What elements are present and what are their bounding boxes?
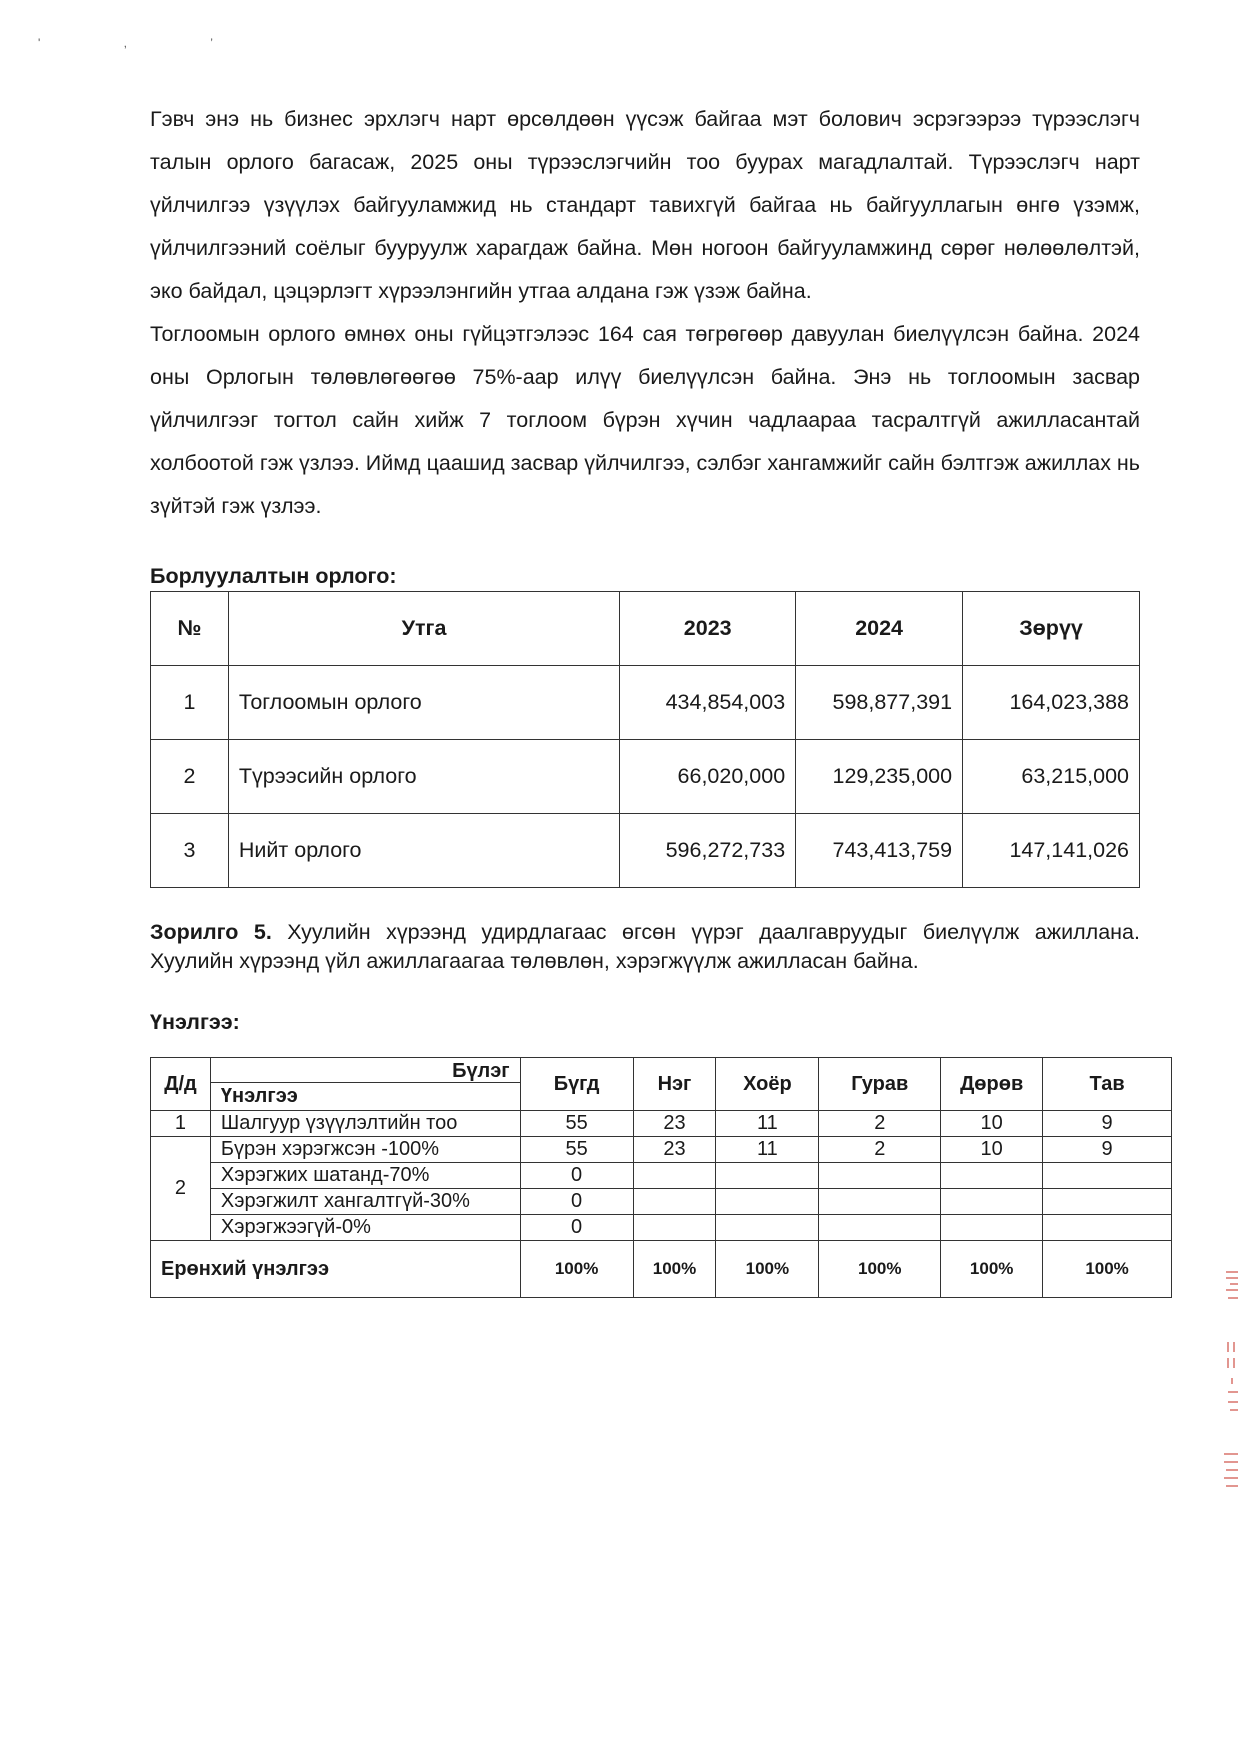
evaluation-header-label: Үнэлгээ [220,1085,298,1107]
paragraph-2: Тоглоомын орлого өмнөх оны гүйцэтгэлээс 164 сая төгрөгөөр давуулан биелүүлсэн байна. 2024 оны Орлогын төлөвлөгөөгөө 75%-аар илүү биелүүлсэн байна. Энэ нь тоглоомын засвар үйлчилгээг тогтол сайн хийж 7 тоглоом бүрэн хүчин чадлаараа тасралтгүй ажилласантай холбоотой гэж үзлээ. Иймд цаашид засвар үйлчилгээ, сэлбэг хангамжийг сайн бэлтгэж ажиллах нь зүйтэй гэж үзлээ. [150,322,1140,518]
table-cell: 0 [520,1163,633,1189]
table-cell: 164,023,388 [963,666,1140,740]
stamp-fragment [1214,1338,1240,1422]
table-cell: 2 [151,1137,211,1241]
table-cell: 11 [716,1137,819,1163]
evaluation-header-cell: Тав [1043,1058,1172,1111]
total-cell: 100% [1043,1241,1172,1298]
goal-label: Зорилго 5. [150,920,272,944]
table-cell: 10 [941,1137,1043,1163]
table-cell: 598,877,391 [796,666,963,740]
sales-header-cell: Зөрүү [963,592,1140,666]
table-cell: 129,235,000 [796,740,963,814]
table-cell: Нийт орлого [228,814,619,888]
table-cell: 66,020,000 [620,740,796,814]
stamp-fragment [1214,1450,1240,1494]
table-row [151,1215,1172,1241]
evaluation-header-cell: Нэг [633,1058,716,1111]
evaluation-header-cell: Дөрөв [941,1058,1043,1111]
table-cell: 2 [819,1111,941,1137]
evaluation-header-cell: Хоёр [716,1058,819,1111]
table-cell: 23 [633,1111,716,1137]
group-header-label: Бүлэг [452,1060,510,1082]
table-cell: 9 [1043,1111,1172,1137]
table-row [151,1111,1172,1137]
total-cell: 100% [819,1241,941,1298]
table-cell [716,1163,819,1189]
table-row [151,740,1140,814]
sales-header-cell: 2024 [796,592,963,666]
table-cell: 0 [520,1189,633,1215]
table-cell [819,1215,941,1241]
table-cell [633,1215,716,1241]
table-cell: Хэрэгжээгүй-0% [210,1215,520,1241]
table-cell: Хэрэгжих шатанд-70% [210,1163,520,1189]
sales-header-cell: 2023 [620,592,796,666]
table-cell: 2 [819,1137,941,1163]
table-row [151,1189,1172,1215]
table-cell [819,1163,941,1189]
sales-header-cell: № [151,592,229,666]
total-cell: 100% [716,1241,819,1298]
table-cell: 9 [1043,1137,1172,1163]
sales-table [150,591,1140,888]
table-cell [633,1163,716,1189]
total-row [151,1241,1172,1298]
table-cell: 0 [520,1215,633,1241]
table-cell: Түрээсийн орлого [228,740,619,814]
table-cell [941,1163,1043,1189]
evaluation-header-cell: Гурав [819,1058,941,1111]
evaluation-table [150,1057,1172,1298]
sales-header-row [151,592,1140,666]
table-cell: 10 [941,1111,1043,1137]
table-cell [716,1189,819,1215]
sales-header-cell: Утга [228,592,619,666]
table-cell [716,1215,819,1241]
table-cell: 55 [520,1111,633,1137]
table-cell: 11 [716,1111,819,1137]
paragraph-1: Гэвч энэ нь бизнес эрхлэгч нарт өрсөлдөөн үүсэж байгаа мэт болович эсрэгээрээ түрээслэгч талын орлого багасаж, 2025 оны түрээслэгчийн тоо буурах магадлалтай. Түрээслэгч нарт үйлчилгээ үзүүлэх байгууламжид нь стандарт тавихгүй байгаа нь байгууллагын өнгө үзэмж, үйлчилгээний соёлыг бууруулж харагдаж байна. Мөн ногоон байгууламжинд сөрөг нөлөөлөлтэй, эко байдал, цэцэрлэгт хүрээлэнгийн утгаа алдана гэж үзэж байна. [150,107,1140,303]
table-cell: 147,141,026 [963,814,1140,888]
stamp-fragment [1214,1268,1240,1308]
total-cell: 100% [633,1241,716,1298]
evaluation-header-cell: Бүгд [520,1058,633,1111]
table-cell: Тоглоомын орлого [228,666,619,740]
table-cell: 434,854,003 [620,666,796,740]
evaluation-header-row [151,1058,1172,1111]
table-cell: 55 [520,1137,633,1163]
table-cell [1043,1189,1172,1215]
table-row [151,814,1140,888]
table-cell: Хэрэгжилт хангалтгүй-30% [210,1189,520,1215]
table-cell: 63,215,000 [963,740,1140,814]
total-cell: 100% [941,1241,1043,1298]
document-body [150,98,1140,1298]
diagonal-header-cell [210,1058,520,1111]
table-cell: Шалгуур үзүүлэлтийн тоо [210,1111,520,1137]
goal-text: Хуулийн хүрээнд удирдлагаас өгсөн үүрэг даалгавруудыг биелүүлж ажиллана. Хуулийн хүрээнд үйл ажиллагаагаа төлөвлөн, хэрэгжүүлж ажилласан байна. [150,920,1140,973]
evaluation-title: Үнэлгээ: [150,1010,240,1034]
table-cell: Бүрэн хэрэгжсэн -100% [210,1137,520,1163]
table-cell: 2 [151,740,229,814]
table-row [151,666,1140,740]
table-row [151,1137,1172,1163]
table-cell: 3 [151,814,229,888]
total-label: Ерөнхий үнэлгээ [151,1241,521,1298]
table-cell: 1 [151,1111,211,1137]
table-cell [1043,1215,1172,1241]
table-row [151,1163,1172,1189]
table-cell: 23 [633,1137,716,1163]
goal-paragraph [150,918,1140,976]
table-cell [941,1189,1043,1215]
table-cell [1043,1163,1172,1189]
scan-marks: ' , ’ [38,36,253,50]
table-cell: 743,413,759 [796,814,963,888]
table-cell: 1 [151,666,229,740]
table-cell [819,1189,941,1215]
sales-title: Борлуулалтын орлого: [150,564,397,588]
table-cell [941,1215,1043,1241]
table-cell: 596,272,733 [620,814,796,888]
table-cell [633,1189,716,1215]
header-divider [211,1082,520,1083]
evaluation-header-cell: Д/д [151,1058,211,1111]
total-cell: 100% [520,1241,633,1298]
